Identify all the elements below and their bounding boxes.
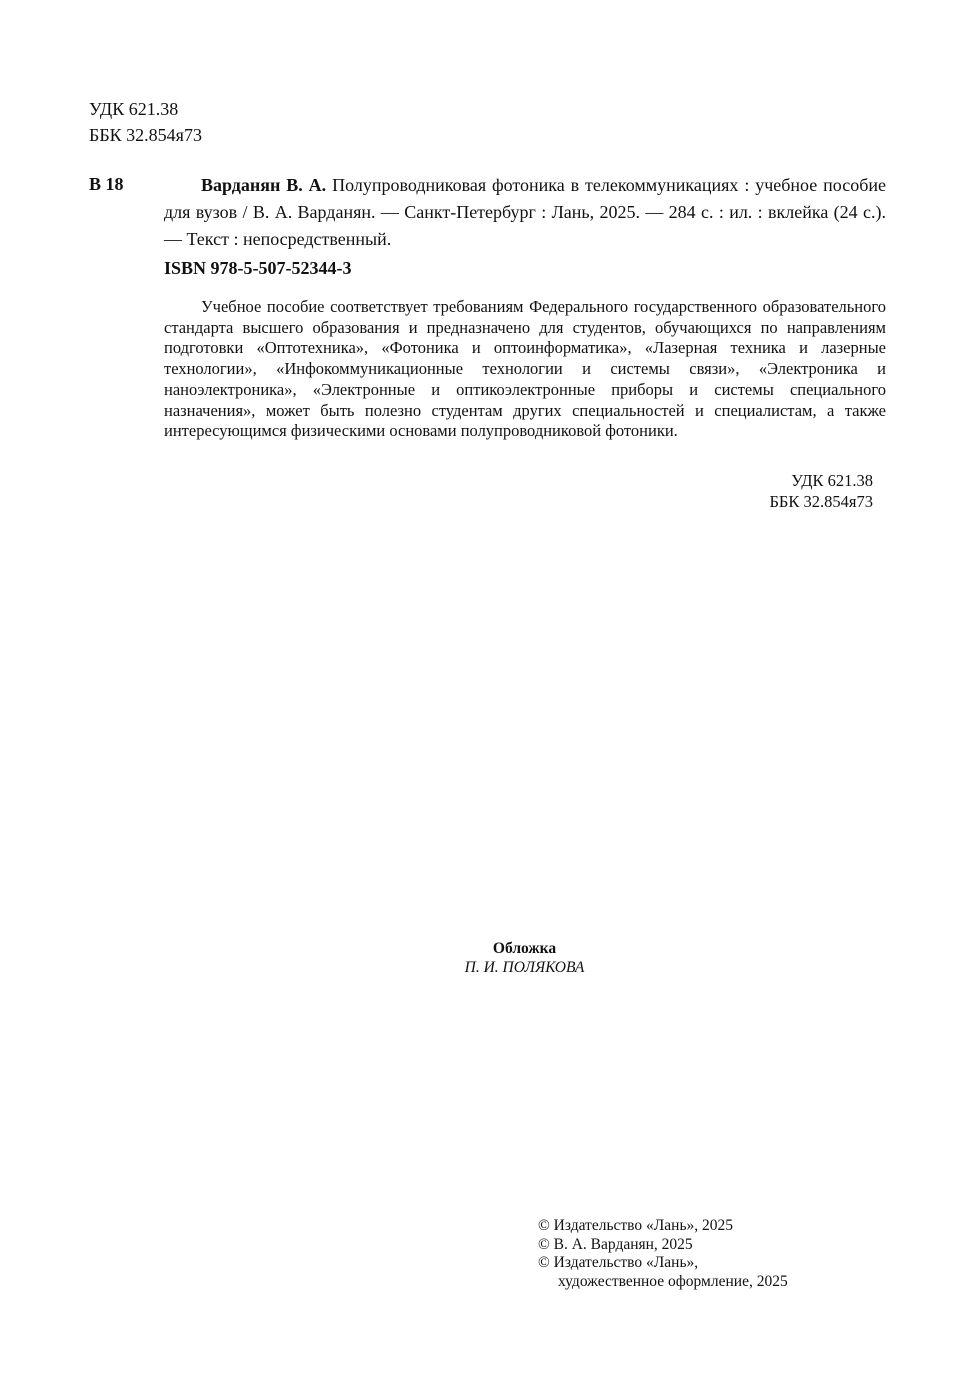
classification-block-right — [769, 470, 873, 512]
cover-designer: П. И. ПОЛЯКОВА — [464, 959, 585, 976]
annotation: Учебное пособие соответствует требованиям Федерального государственного образовательного стандарта высшего образования и предназначено для студентов, обучающихся по направлениям подготовки «Оптотехника», «Фотоника и оптоинформатика», «Лазерная техника и лазерные технологии», «Инфокоммуникационные технологии и системы связи», «Электроника и наноэлектроника», «Электронные и оптикоэлектронные приборы и системы специального назначения», может быть полезно студентам других специальностей и специалистам, а также интересующимся физическими основами полупроводниковой фотоники. — [164, 297, 886, 441]
copyright-line: © В. А. Варданян, 2025 — [538, 1235, 693, 1253]
isbn: ISBN 978-5-507-52344-3 — [164, 258, 352, 278]
bibliographic-record — [164, 172, 886, 253]
udk-code: УДК 621.38 — [89, 99, 179, 119]
bibliographic-description: Полупроводниковая фотоника в телекоммуникациях : учебное пособие для вузов / В. А. Варданян. — Санкт-Петербург : Лань, 2025. — 284 с. : ил. : вклейка (24 с.). — Текст : непосредственный. — [164, 175, 887, 249]
bbk-code: ББК 32.854я73 — [89, 125, 202, 145]
copyright-line: художественное оформление, 2025 — [558, 1272, 788, 1290]
udk-code-right: УДК 621.38 — [791, 471, 873, 490]
copyright-line: © Издательство «Лань», — [538, 1254, 699, 1271]
bbk-code-right: ББК 32.854я73 — [769, 492, 873, 511]
classification-block — [89, 96, 202, 148]
author-cipher: В 18 — [89, 174, 124, 194]
author-name: Варданян В. А. — [201, 175, 327, 195]
copyright-line: © Издательство «Лань», 2025 — [538, 1217, 734, 1234]
cover-label: Обложка — [492, 940, 557, 957]
copyright-block — [538, 1217, 788, 1291]
